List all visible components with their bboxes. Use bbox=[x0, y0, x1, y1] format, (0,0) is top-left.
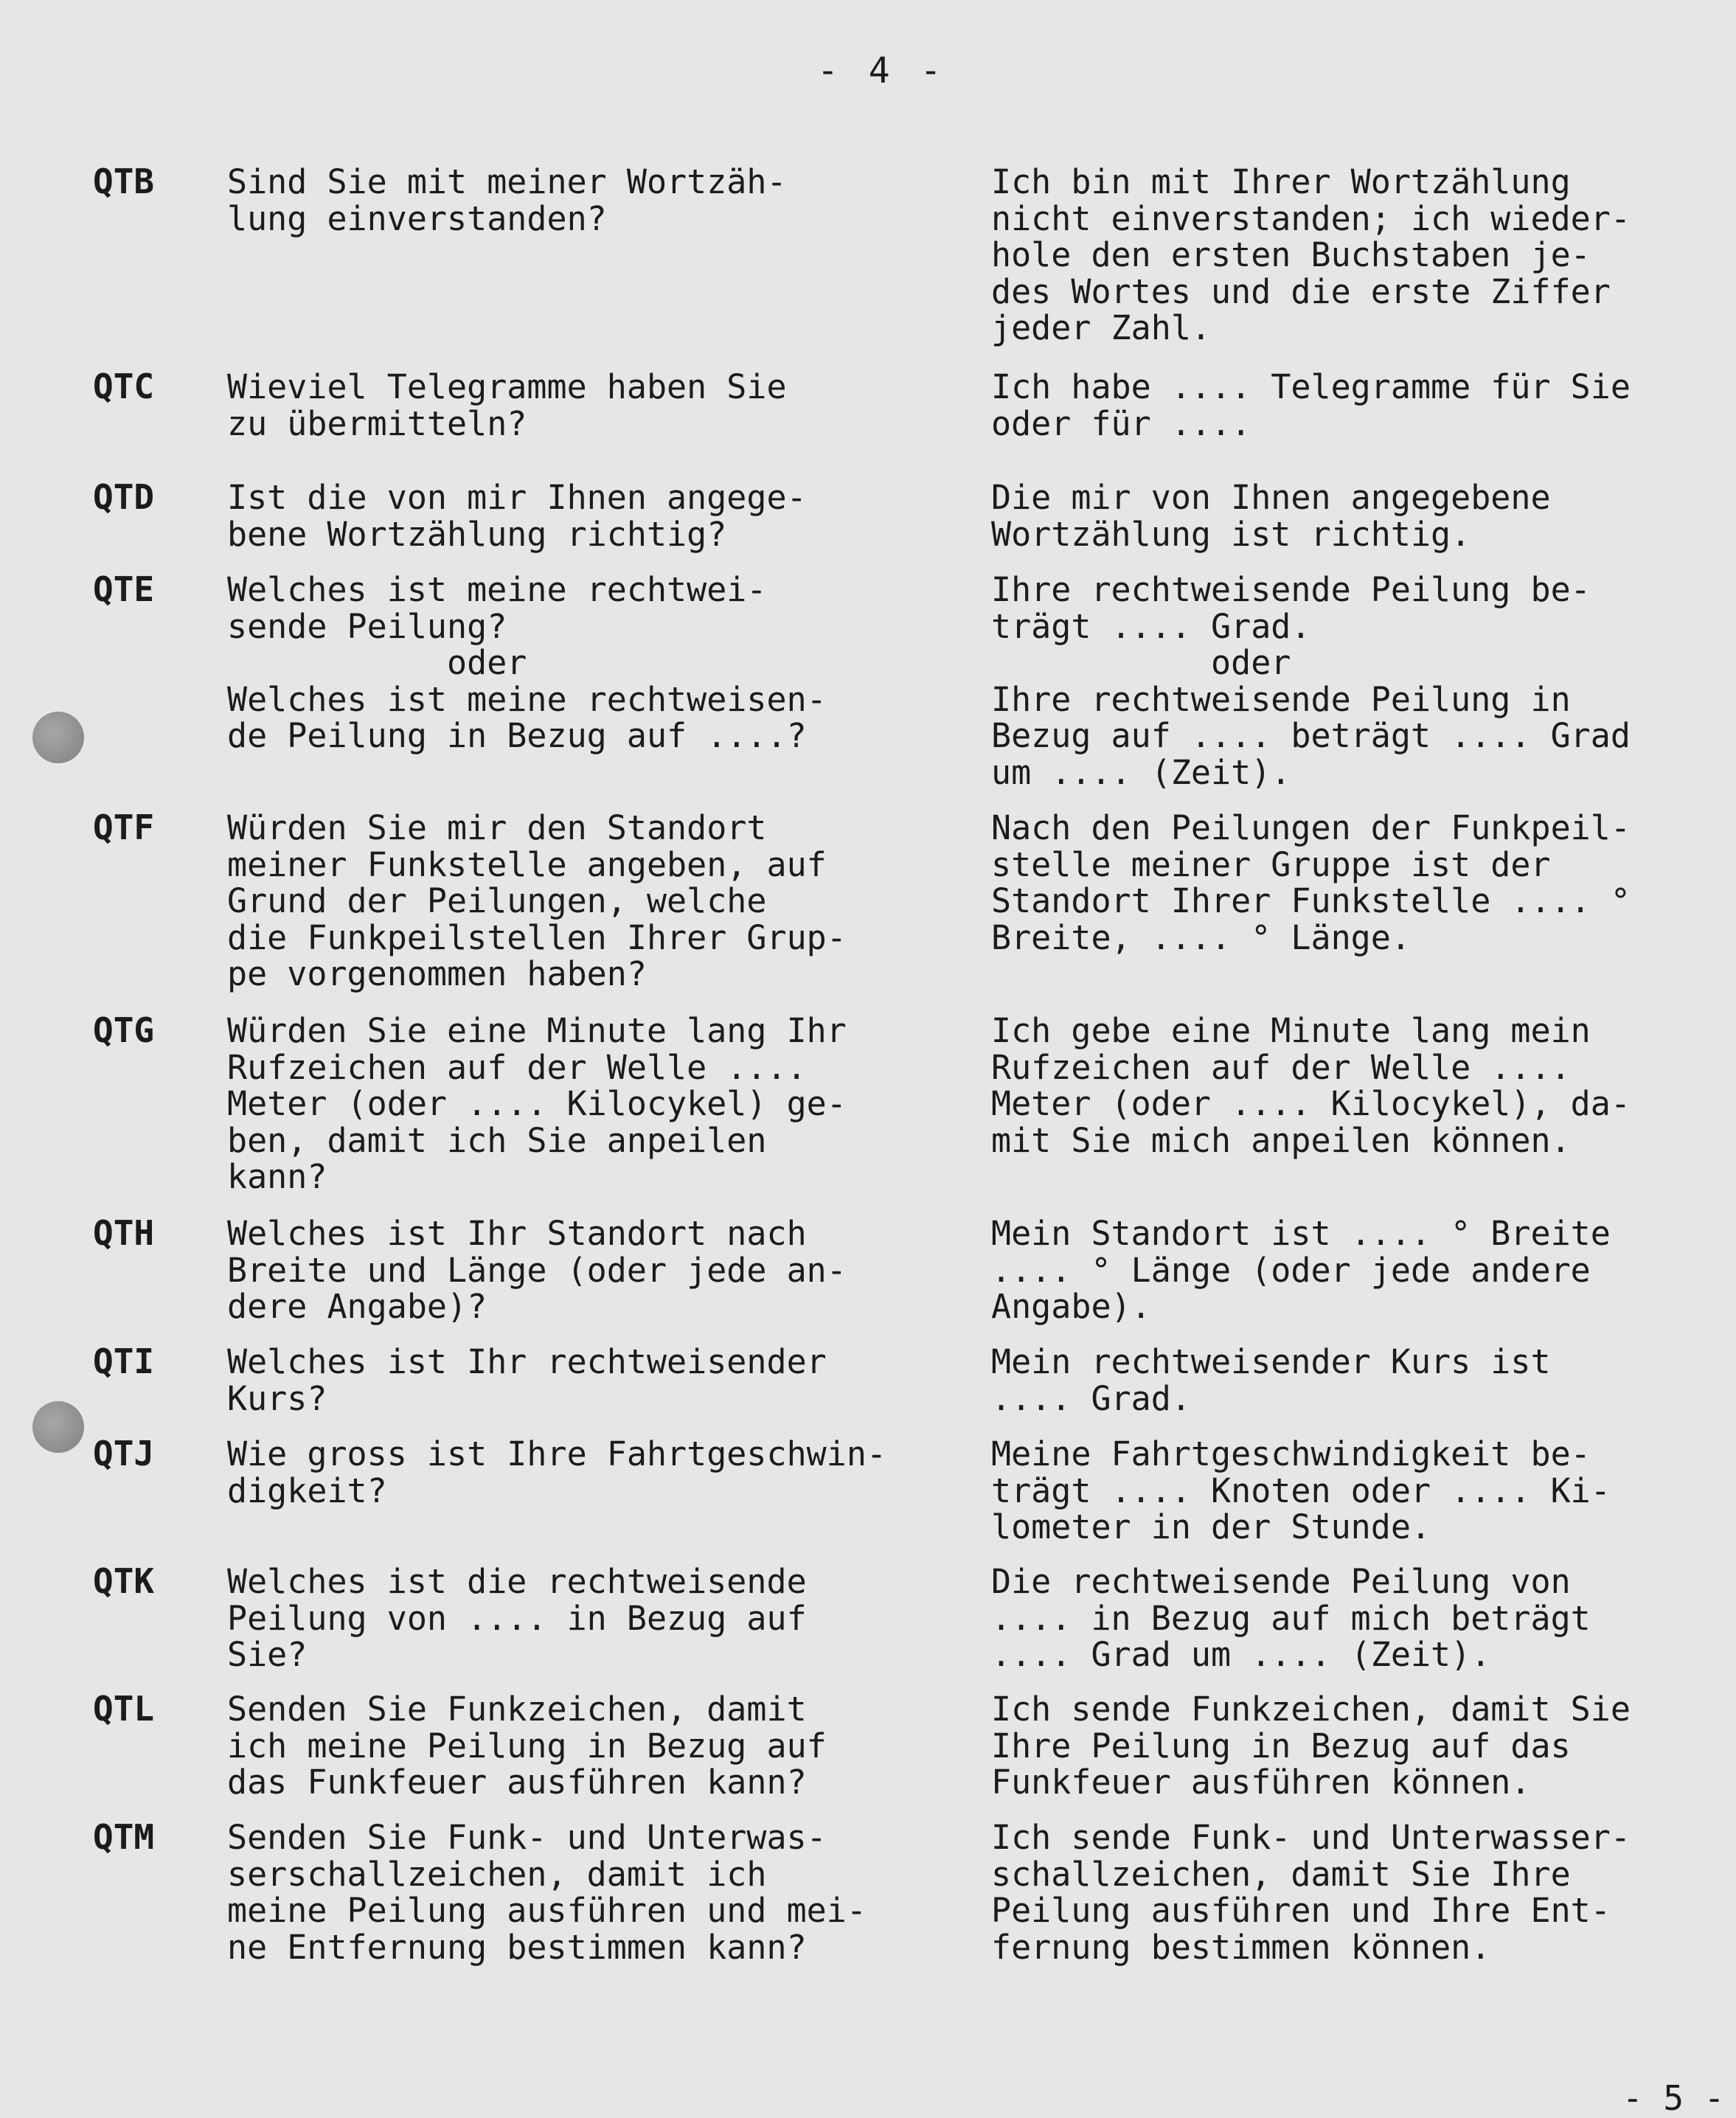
question-text: Welches ist Ihr Standort nach Breite und Länge (oder jede an- dere Angabe)? bbox=[227, 1214, 847, 1326]
q-code: QTI bbox=[93, 1341, 155, 1381]
answer-text: Ihre rechtweisende Peilung be- trägt .... Grad. oder Ihre rechtweisende Peilung in Bezug auf .... beträgt .... Grad um .... (Zeit). bbox=[991, 570, 1631, 792]
question-text: Welches ist Ihr rechtweisender Kurs? bbox=[227, 1342, 827, 1418]
punch-hole-lower bbox=[32, 1401, 84, 1453]
question-text: Senden Sie Funk- und Unterwas- serschallzeichen, damit ich meine Peilung ausführen und mei- ne Entfernung bestimmen kann? bbox=[227, 1818, 867, 1967]
q-code: QTF bbox=[93, 808, 155, 847]
question-text: Senden Sie Funkzeichen, damit ich meine Peilung in Bezug auf das Funkfeuer ausführen kann? bbox=[227, 1690, 827, 1802]
question-text: Wieviel Telegramme haben Sie zu übermitteln? bbox=[227, 367, 787, 443]
q-code: QTJ bbox=[93, 1434, 155, 1473]
answer-text: Ich sende Funk- und Unterwasser- schallzeichen, damit Sie Ihre Peilung ausführen und Ihre Ent- fernung bestimmen können. bbox=[991, 1818, 1631, 1967]
question-text: Ist die von mir Ihnen angege- bene Wortzählung richtig? bbox=[227, 478, 807, 554]
answer-text: Ich bin mit Ihrer Wortzählung nicht einverstanden; ich wieder- hole den ersten Buchstaben je- des Wortes und die erste Ziffer jeder Zahl. bbox=[991, 162, 1631, 347]
answer-text: Ich sende Funkzeichen, damit Sie Ihre Peilung in Bezug auf das Funkfeuer ausführen können. bbox=[991, 1690, 1631, 1802]
answer-text: Nach den Peilungen der Funkpeil- stelle meiner Gruppe ist der Standort Ihrer Funkstelle .... ° Breite, .... ° Länge. bbox=[991, 808, 1631, 957]
answer-text: Ich habe .... Telegramme für Sie oder für .... bbox=[991, 367, 1631, 443]
answer-text: Die mir von Ihnen angegebene Wortzählung ist richtig. bbox=[991, 478, 1551, 554]
question-text: Sind Sie mit meiner Wortzäh- lung einverstanden? bbox=[227, 162, 787, 238]
answer-text: Mein Standort ist .... ° Breite .... ° Länge (oder jede andere Angabe). bbox=[991, 1214, 1611, 1326]
question-text: Welches ist meine rechtwei- sende Peilung? oder Welches ist meine rechtweisen- de Peilung in Bezug auf ....? bbox=[227, 570, 827, 755]
question-text: Welches ist die rechtweisende Peilung von .... in Bezug auf Sie? bbox=[227, 1562, 807, 1674]
q-code: QTH bbox=[93, 1213, 155, 1253]
answer-text: Ich gebe eine Minute lang mein Rufzeichen auf der Welle .... Meter (oder .... Kilocykel), da- mit Sie mich anpeilen können. bbox=[991, 1011, 1631, 1160]
q-code: QTG bbox=[93, 1010, 155, 1050]
answer-text: Meine Fahrtgeschwindigkeit be- trägt .... Knoten oder .... Ki- lometer in der Stunde. bbox=[991, 1434, 1611, 1546]
question-text: Würden Sie eine Minute lang Ihr Rufzeichen auf der Welle .... Meter (oder .... Kilocykel) ge- ben, damit ich Sie anpeilen kann? bbox=[227, 1011, 847, 1196]
q-code: QTD bbox=[93, 477, 155, 517]
answer-text: Die rechtweisende Peilung von .... in Bezug auf mich beträgt .... Grad um .... (Zeit). bbox=[991, 1562, 1591, 1674]
next-page-marker: - 5 - bbox=[1622, 2078, 1725, 2118]
page-number: - 4 - bbox=[817, 50, 946, 91]
q-code: QTK bbox=[93, 1561, 155, 1601]
question-text: Würden Sie mir den Standort meiner Funkstelle angeben, auf Grund der Peilungen, welche die Funkpeilstellen Ihrer Grup- pe vorgenommen haben? bbox=[227, 808, 847, 993]
q-code: QTE bbox=[93, 569, 155, 609]
q-code: QTB bbox=[93, 162, 155, 201]
punch-hole-upper bbox=[32, 712, 84, 763]
q-code: QTC bbox=[93, 367, 155, 406]
q-code: QTL bbox=[93, 1689, 155, 1729]
q-code: QTM bbox=[93, 1817, 155, 1857]
question-text: Wie gross ist Ihre Fahrtgeschwin- digkeit? bbox=[227, 1434, 887, 1510]
answer-text: Mein rechtweisender Kurs ist .... Grad. bbox=[991, 1342, 1551, 1418]
